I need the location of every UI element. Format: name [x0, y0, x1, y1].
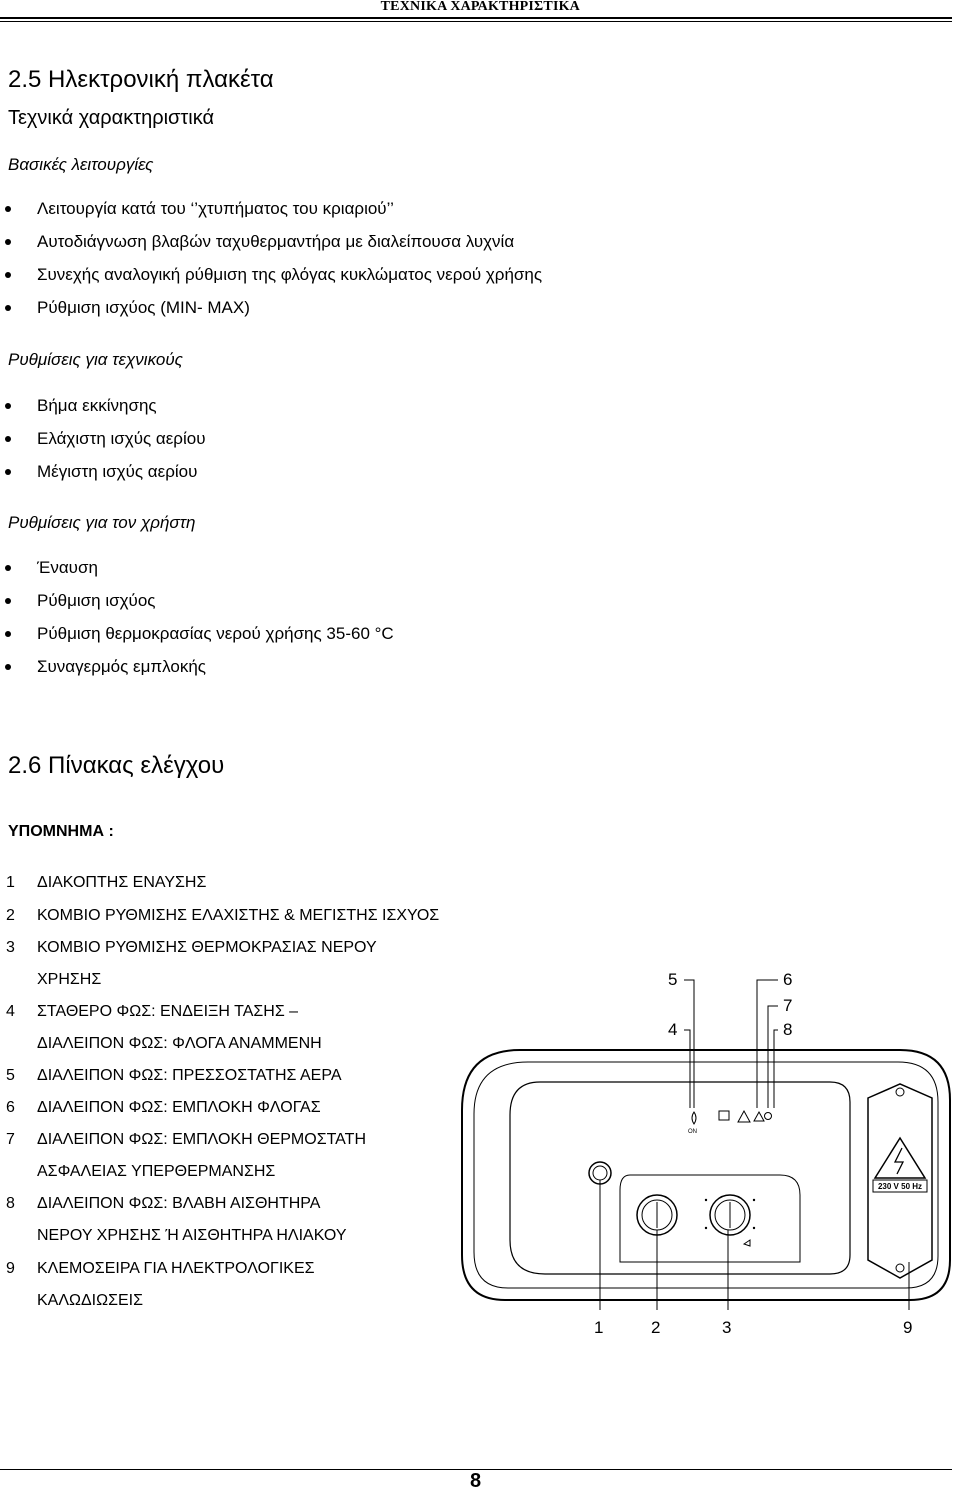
legend-text: ΚΑΛΩΔΙΩΣΕΙΣ: [37, 1292, 143, 1309]
legend-text: ΚΟΜΒΙΟ ΡΥΘΜΙΣΗΣ ΘΕΡΜΟΚΡΑΣΙΑΣ ΝΕΡΟΥ: [37, 939, 377, 956]
legend-title: ΥΠΟΜΝΗΜΑ :: [8, 823, 114, 840]
legend-number: 7: [6, 1131, 15, 1148]
legend-number: 9: [6, 1260, 15, 1277]
figure-label-3: 3: [722, 1318, 732, 1337]
flame-led-icon: [692, 1112, 696, 1124]
figure-label-4: 4: [668, 1020, 678, 1039]
section-subtitle: Τεχνικά χαρακτηριστικά: [8, 107, 215, 129]
figure-label-7: 7: [783, 996, 793, 1015]
figure-label-5: 5: [668, 970, 678, 989]
air-pressure-led-icon: [719, 1111, 729, 1120]
legend-text: ΚΟΜΒΙΟ ΡΥΘΜΙΣΗΣ ΕΛΑΧΙΣΤΗΣ & ΜΕΓΙΣΤΗΣ ΙΣΧΥΟΣ: [37, 907, 440, 924]
legend-text: ΔΙΑΛΕΙΠΟΝ ΦΩΣ: ΕΜΠΛΟΚΗ ΦΛΟΓΑΣ: [37, 1099, 321, 1116]
legend-text: ΔΙΑΛΕΙΠΟΝ ΦΩΣ: ΠΡΕΣΣΟΣΤΑΤΗΣ ΑΕΡΑ: [37, 1067, 342, 1084]
legend-text: ΔΙΑΚΟΠΤΗΣ ΕΝΑΥΣΗΣ: [37, 874, 207, 891]
thermostat-led-icon: [754, 1112, 764, 1121]
running-header: ΤΕΧΝΙΚΑ ΧΑΡΑΚΤΗΡΙΣΤΙΚΑ: [380, 0, 580, 14]
leader-line-8: [774, 1030, 778, 1108]
group-heading-technicians: Ρυθμίσεις για τεχνικούς: [8, 350, 183, 369]
legend-text: ΝΕΡΟΥ ΧΡΗΣΗΣ Ή ΑΙΣΘΗΤΗΡΑ ΗΛΙΑΚΟΥ: [37, 1227, 347, 1244]
legend-text: ΔΙΑΛΕΙΠΟΝ ΦΩΣ: ΕΜΠΛΟΚΗ ΘΕΡΜΟΣΤΑΤΗ: [37, 1131, 366, 1148]
temperature-knob: [705, 1195, 755, 1246]
section-title-2-6: 2.6 Πίνακας ελέγχου: [8, 752, 225, 779]
legend-text: ΔΙΑΛΕΙΠΟΝ ΦΩΣ: ΒΛΑΒΗ ΑΙΣΘΗΤΗΡΑ: [37, 1195, 321, 1212]
legend-text: ΑΣΦΑΛΕΙΑΣ ΥΠΕΡΘΕΡΜΑΝΣΗΣ: [37, 1163, 276, 1180]
power-knob: [637, 1195, 677, 1235]
sensor-led-icon: [765, 1113, 772, 1120]
figure-label-9: 9: [903, 1318, 913, 1337]
legend-number: 3: [6, 939, 15, 956]
voltage-label: 230 V 50 Hz: [877, 1182, 923, 1191]
figure-label-8: 8: [783, 1020, 793, 1039]
group-heading-basic: Βασικές λειτουργίες: [8, 155, 154, 174]
legend-text: ΣΤΑΘΕΡΟ ΦΩΣ: ΕΝΔΕΙΞΗ ΤΑΣΗΣ –: [37, 1003, 299, 1020]
panel-front-face: [510, 1082, 850, 1274]
leader-line-4: [684, 1030, 690, 1108]
section-title-2-5: 2.5 Ηλεκτρονική πλακέτα: [8, 66, 274, 93]
page-number: 8: [470, 1470, 482, 1492]
high-voltage-warning-icon: [875, 1138, 925, 1178]
legend-number: 6: [6, 1099, 15, 1116]
figure-label-6: 6: [783, 970, 793, 989]
legend-number: 8: [6, 1195, 15, 1212]
legend-text: ΚΛΕΜΟΣΕΙΡΑ ΓΙΑ ΗΛΕΚΤΡΟΛΟΓΙΚΕΣ: [37, 1260, 315, 1277]
figure-label-2: 2: [651, 1318, 661, 1337]
legend-number: 1: [6, 874, 15, 891]
on-label: ON: [688, 1129, 697, 1135]
legend-number: 5: [6, 1067, 15, 1084]
figure-label-1: 1: [594, 1318, 604, 1337]
legend-text: ΧΡΗΣΗΣ: [37, 971, 102, 988]
legend-number: 4: [6, 1003, 15, 1020]
flame-lock-led-icon: [738, 1111, 750, 1122]
tap-icon: [744, 1240, 750, 1246]
legend-number: 2: [6, 907, 15, 924]
leader-line-7: [768, 1006, 778, 1108]
legend-text: ΔΙΑΛΕΙΠΟΝ ΦΩΣ: ΦΛΟΓΑ ΑΝΑΜΜΕΝΗ: [37, 1035, 322, 1052]
group-heading-user: Ρυθμίσεις για τον χρήστη: [8, 513, 196, 532]
terminal-cover: [868, 1084, 932, 1278]
leader-line-5: [684, 980, 694, 1108]
